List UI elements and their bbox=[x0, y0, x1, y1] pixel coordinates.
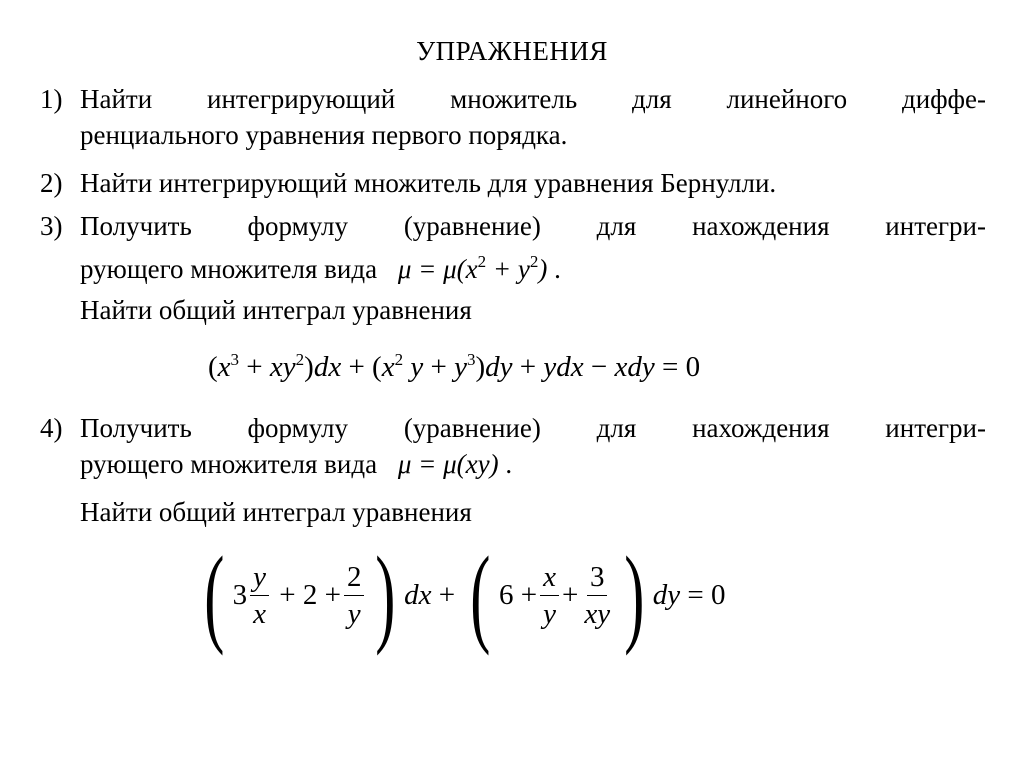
frac-y-over-x: $\frac{y}{x}$ bbox=[250, 559, 269, 632]
item-2-number: 2) bbox=[40, 168, 63, 198]
item-1-text bbox=[80, 81, 986, 153]
item-3-equation: $(x^3 + xy^2)dx + (x^2$ $y + y^3)dy$ + ydx − xdy = 0 bbox=[208, 350, 701, 383]
item-1-line-2: ренциального уравнения первого порядка. bbox=[80, 120, 568, 150]
item-4-equation: ( 3 $\frac{y}{x}$ + 2 + $\frac{2}{y}$ ) dx + ( 6 + $\frac{x}{y}$ + $\frac{3}{xy}$ ) dy = 0 bbox=[204, 534, 726, 656]
frac-3-over-xy: $\frac{3}{xy}$ bbox=[584, 560, 611, 630]
item-4-mu-form: μ = μ(xy) bbox=[397, 449, 499, 479]
item-2-line-1: Найти интегрирующий множитель для уравнения Бернулли. bbox=[80, 168, 777, 198]
item-4-text bbox=[80, 410, 986, 482]
item-3-line-2: рующего множителя вида $\mu = \mu(x^2 + y^2)$ . bbox=[80, 252, 561, 284]
item-2-text bbox=[80, 165, 986, 201]
item-4-number: 4) bbox=[40, 413, 63, 443]
item-4-line-1: Получить формулу (уравнение) для нахождения интегри- bbox=[80, 413, 986, 443]
item-4-line-2: рующего множителя вида μ = μ(xy) . bbox=[80, 449, 513, 479]
right-paren: ) bbox=[375, 534, 396, 656]
item-3-line-2-text: рующего множителя вида bbox=[80, 254, 378, 284]
item-3-text bbox=[80, 208, 986, 284]
frac-2-over-y: $\frac{2}{y}$ bbox=[344, 559, 365, 632]
left-paren: ( bbox=[204, 534, 225, 656]
frac-x-over-y: $\frac{x}{y}$ bbox=[540, 559, 559, 632]
item-3-line-1: Получить формулу (уравнение) для нахождения интегри- bbox=[80, 211, 986, 241]
item-1-number: 1) bbox=[40, 84, 63, 114]
item-3-mu-form: $\mu = \mu(x^2 + y^2)$ bbox=[397, 252, 548, 284]
item-1-line-1: Найти интегрирующий множитель для линейного диффе- bbox=[80, 84, 986, 114]
item-4-line-2-text: рующего множителя вида bbox=[80, 449, 378, 479]
right-paren-2: ) bbox=[624, 534, 645, 656]
page-title: УПРАЖНЕНИЯ bbox=[416, 36, 608, 66]
item-4-follow: Найти общий интеграл уравнения bbox=[80, 497, 472, 527]
item-3-number: 3) bbox=[40, 211, 63, 241]
left-paren-2: ( bbox=[470, 534, 491, 656]
item-3-follow: Найти общий интеграл уравнения bbox=[80, 295, 472, 325]
